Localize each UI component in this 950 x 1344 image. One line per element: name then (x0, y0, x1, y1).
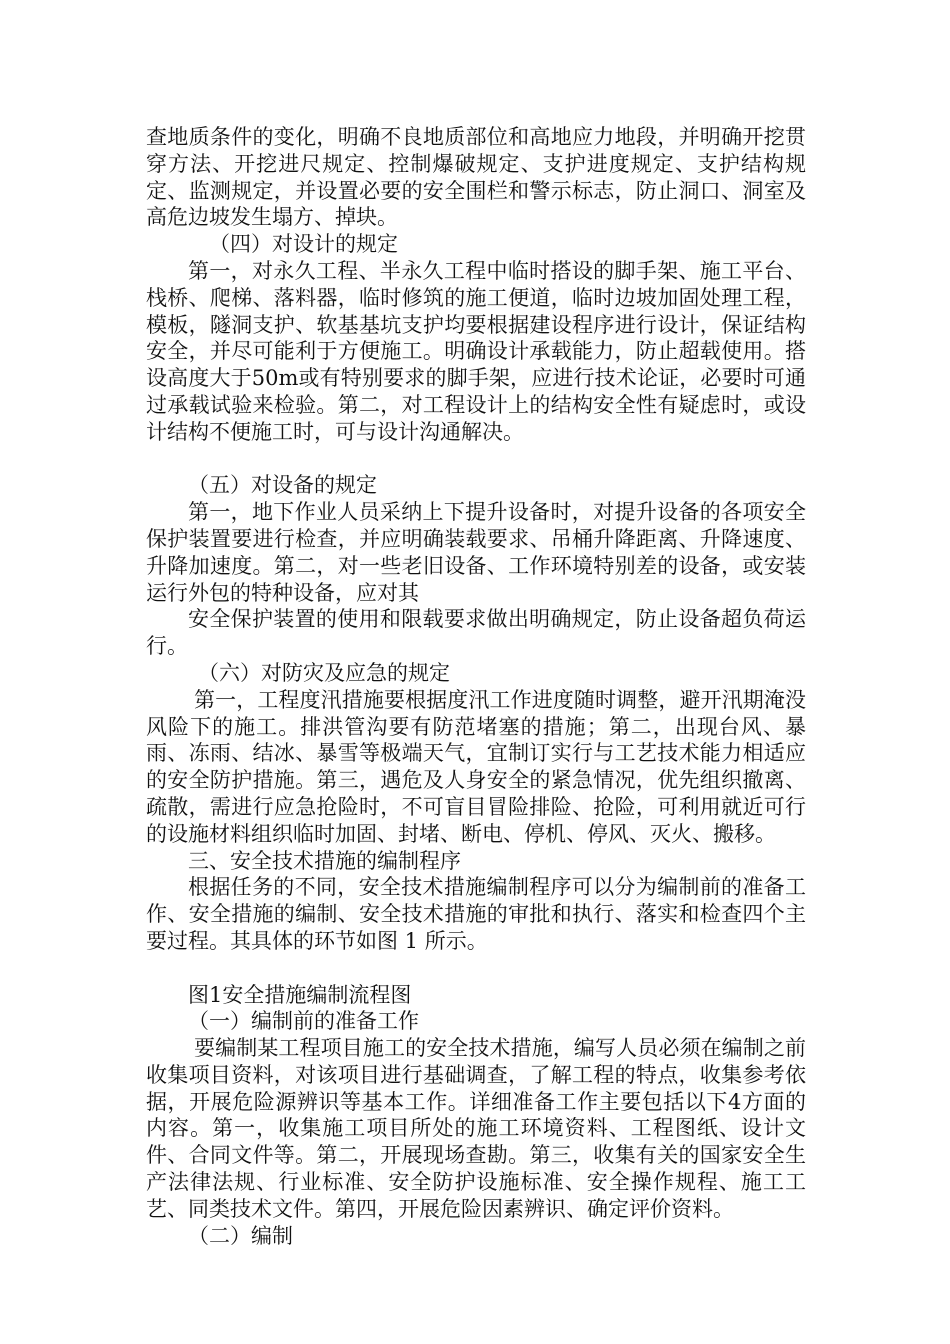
heading-compilation: （二）编制 (188, 1223, 293, 1248)
figure-caption: 图1安全措施编制流程图 (188, 982, 412, 1007)
heading-equipment-rules: （五）对设备的规定 (188, 473, 377, 498)
blank-line (146, 446, 806, 473)
paragraph-equipment-rules: 第一，地下作业人员采纳上下提升设备时，对提升设备的各项安全保护装置要进行检查，并应明确装载要求、吊桶升降距离、升降速度、升降加速度。第二，对一些老旧设备、工作环境特别差的设备，或安装运行外包的特种设备，应对其 (146, 500, 806, 605)
paragraph-design-rules: 第一，对永久工程、半永久工程中临时搭设的脚手架、施工平台、栈桥、爬梯、落料器，临时修筑的施工便道，临时边坡加固处理工程，模板，隧洞支护、软基基坑支护均要根据建设程序进行设计，保证结构安全，并尽可能利于方便施工。明确设计承载能力，防止超载使用。搭设高度大于50m或有特别要求的脚手架，应进行技术论证，必要时可通过承载试验来检验。第二，对工程设计上的结构安全性有疑虑时，或设计结构不便施工时，可与设计沟通解决。 (146, 258, 806, 444)
paragraph-compilation-procedure: 根据任务的不同，安全技术措施编制程序可以分为编制前的准备工作、安全措施的编制、安全技术措施的审批和执行、落实和检查四个主要过程。其具体的环节如图 1 所示。 (146, 875, 806, 953)
paragraph-geology-continuation: 查地质条件的变化，明确不良地质部位和高地应力地段，并明确开挖贯穿方法、开挖进尺规定、控制爆破规定、支护进度规定、支护结构规定、监测规定，并设置必要的安全围栏和警示标志，防止洞口、洞室及高危边坡发生塌方、掉块。 (146, 125, 806, 230)
paragraph-preparation-work: 要编制某工程项目施工的安全技术措施，编写人员必须在编制之前收集项目资料，对该项目进行基础调查，了解工程的特点，收集参考依据，开展危险源辨识等基本工作。详细准备工作主要包括以下4方面的内容。第一，收集施工项目所处的施工环境资料、工程图纸、设计文件、合同文件等。第二，开展现场查勘。第三，收集有关的国家安全生产法律法规、行业标准、安全防护设施标准、安全操作规程、施工工艺、同类技术文件。第四，开展危险因素辨识、确定评价资料。 (146, 1036, 806, 1221)
heading-preparation-work: （一）编制前的准备工作 (188, 1009, 419, 1034)
paragraph-equipment-rules-continued: 安全保护装置的使用和限载要求做出明确规定，防止设备超负荷运行。 (146, 607, 806, 659)
paragraph-disaster-emergency-rules: 第一，工程度汛措施要根据度汛工作进度随时调整，避开汛期淹没风险下的施工。排洪管沟要有防范堵塞的措施；第二，出现台风、暴雨、冻雨、结冰、暴雪等极端天气，宜制订实行与工艺技术能力相适应的安全防护措施。第三，遇危及人身安全的紧急情况，优先组织撤离、疏散，需进行应急抢险时，不可盲目冒险排险、抢险，可利用就近可行的设施材料组织临时加固、封堵、断电、停机、停风、灭火、搬移。 (146, 687, 806, 846)
blank-line (146, 955, 806, 982)
heading-compilation-procedure: 三、安全技术措施的编制程序 (188, 848, 461, 873)
heading-design-rules: （四）对设计的规定 (209, 232, 398, 257)
heading-disaster-emergency-rules: （六）对防灾及应急的规定 (198, 660, 450, 685)
document-body (146, 124, 806, 1249)
